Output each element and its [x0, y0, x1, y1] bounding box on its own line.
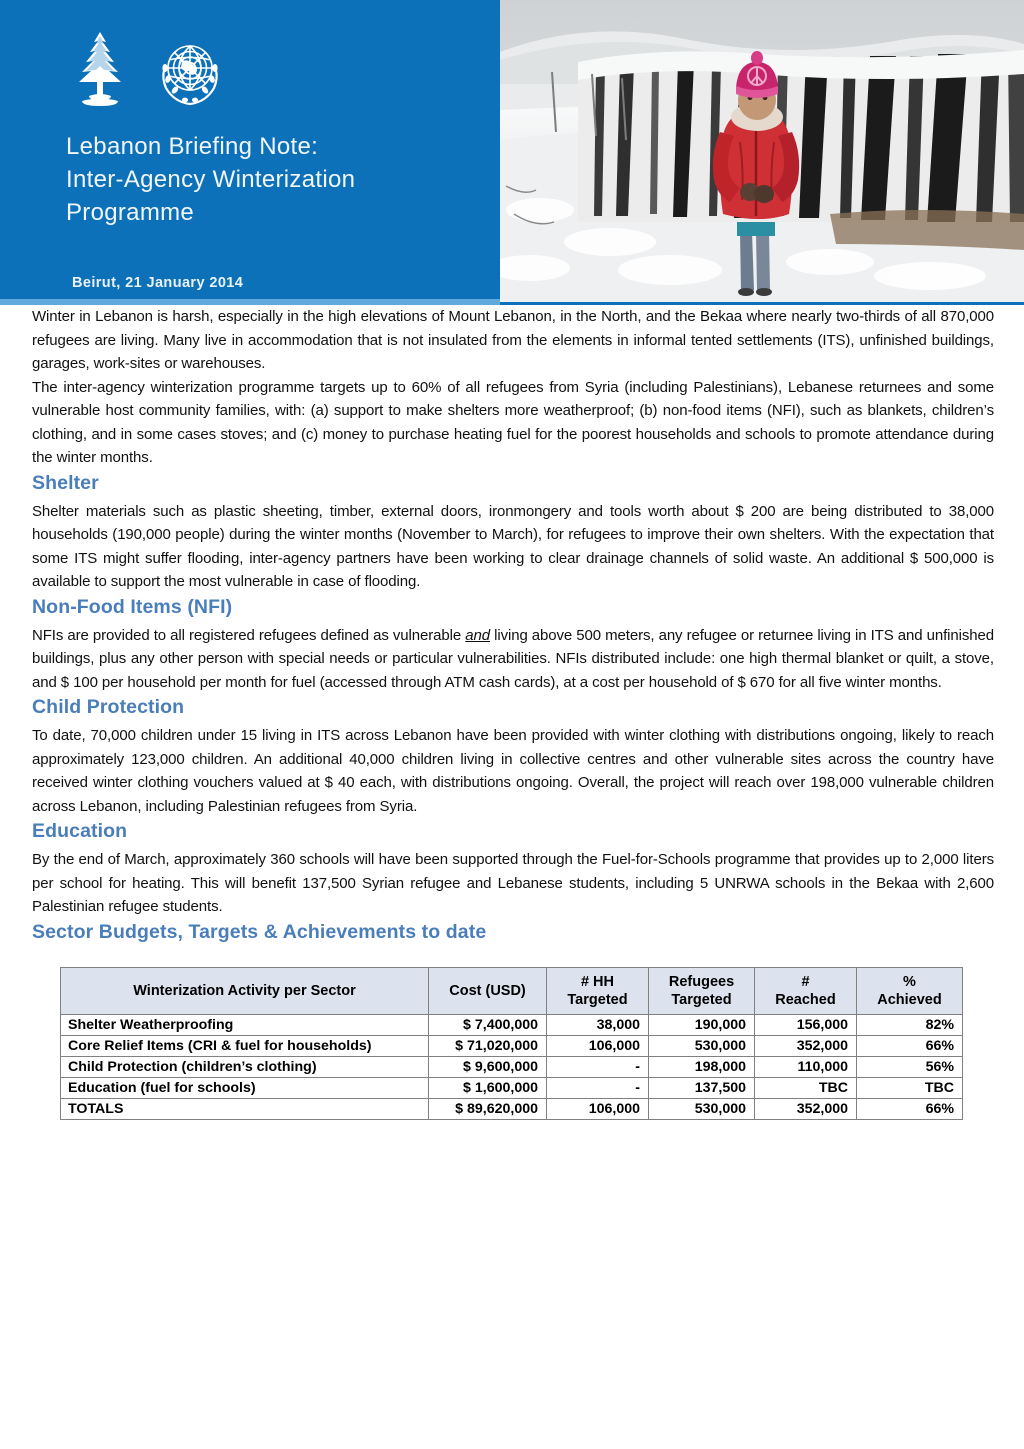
cell-cost: $ 9,600,000: [429, 1056, 547, 1077]
cell-totals-label: TOTALS: [61, 1098, 429, 1119]
section-heading-nfi: Non-Food Items (NFI): [32, 595, 233, 618]
table-body: [61, 1014, 963, 1119]
intro-paragraph-1: Winter in Lebanon is harsh, especially in the high elevations of Mount Lebanon, in the North, and the Bekaa where nearly two-thirds of all 870,000 refugees are living. Many live in accommodation that is not insulated from the elements in informal tented settlements (ITS), unfinished buildings, garages, work-sites or warehouses.: [32, 308, 994, 372]
header-accent-strip: [0, 299, 500, 305]
cell-totals-achieved: 66%: [857, 1098, 963, 1119]
cell-totals-refugees-targeted: 530,000: [649, 1098, 755, 1119]
cell-totals-cost: $ 89,620,000: [429, 1098, 547, 1119]
cell-totals-hh-targeted: 106,000: [547, 1098, 649, 1119]
cell-achieved: TBC: [857, 1077, 963, 1098]
cell-cost: $ 71,020,000: [429, 1035, 547, 1056]
section-body-child-protection: To date, 70,000 children under 15 living in ITS across Lebanon have been provided with winter clothing with distributions ongoing, likely to reach approximately 123,000 children. An additional 40,000 children living in collective centres and other vulnerable sites across the country have received winter clothing vouchers valued at $ 40 each, with distributions ongoing. Overall, the project will reach over 198,000 vulnerable children across Lebanon, including Palestinian refugees from Syria.: [32, 727, 994, 815]
table-header-activity-line1: Winterization Activity per Sector: [133, 982, 356, 999]
table-header-achieved-line2: Achieved: [877, 991, 942, 1008]
nfi-text-before: NFIs are provided to all registered refugees defined as vulnerable: [32, 626, 466, 644]
table-header-row: [61, 967, 963, 1014]
table-row: [61, 1035, 963, 1056]
table-header-achieved-line1: %: [903, 973, 916, 990]
table-header-achieved: [857, 967, 963, 1014]
section-heading-shelter: Shelter: [32, 471, 99, 494]
logo-group: [66, 30, 228, 110]
cell-achieved: 66%: [857, 1035, 963, 1056]
nfi-emphasis-word: and: [465, 626, 490, 644]
table-header-cost-line1: Cost (USD): [449, 982, 526, 999]
cell-activity: Shelter Weatherproofing: [61, 1014, 429, 1035]
table-header-reached-line1: #: [801, 973, 810, 990]
table-header-refugees-line2: Targeted: [671, 991, 732, 1008]
header-left-panel: [0, 0, 500, 305]
section-body-shelter: Shelter materials such as plastic sheeting, timber, external doors, ironmongery and tools worth about $ 200 are being distributed to 38,000 households (190,000 people) during the winter months (November to March), for refugees to improve their own shelters. With the expectation that some ITS might suffer flooding, inter-agency partners have been working to clear drainage channels of solid waste. An additional $ 500,000 is available to support the most vulnerable in case of flooding.: [32, 502, 994, 590]
nfi-text-after: living above 500 meters, any refugee or returnee living in ITS and unfinished buildings, plus any other person with special needs or particular vulnerabilities. NFIs distributed include: one high thermal blanket or quilt, a stove, and $ 100 per household per month for fuel (accessed through ATM cash cards), at a cost per household of $ 670 for all five winter months.: [32, 626, 995, 691]
cell-reached: 156,000: [755, 1014, 857, 1035]
table-header-row-group: [61, 967, 963, 1014]
document-header-banner: [0, 0, 1024, 305]
cell-cost: $ 7,400,000: [429, 1014, 547, 1035]
cell-reached: 352,000: [755, 1035, 857, 1056]
table-header-reached-line2: Reached: [775, 991, 836, 1008]
table-header-refugees-targeted: [649, 967, 755, 1014]
cell-reached: TBC: [755, 1077, 857, 1098]
document-body: [0, 305, 1024, 945]
cell-totals-reached: 352,000: [755, 1098, 857, 1119]
cell-achieved: 82%: [857, 1014, 963, 1035]
sector-budget-table: [60, 967, 963, 1120]
cell-activity: Core Relief Items (CRI & fuel for households): [61, 1035, 429, 1056]
sector-budget-table-container: [0, 967, 1024, 1120]
document-date: Beirut, 21 January 2014: [72, 275, 244, 291]
table-header-cost: [429, 967, 547, 1014]
section-heading-education: Education: [32, 820, 128, 842]
un-emblem-logo: [152, 34, 228, 110]
cell-hh-targeted: -: [547, 1077, 649, 1098]
cell-hh-targeted: 106,000: [547, 1035, 649, 1056]
cell-activity: Child Protection (children’s clothing): [61, 1056, 429, 1077]
table-row: [61, 1056, 963, 1077]
section-heading-sector-budgets: Sector Budgets, Targets & Achievements to date: [32, 920, 487, 943]
cell-refugees-targeted: 190,000: [649, 1014, 755, 1035]
cell-hh-targeted: 38,000: [547, 1014, 649, 1035]
intro-paragraph-2: The inter-agency winterization programme targets up to 60% of all refugees from Syria (including Palestinians), Lebanese returnees and some vulnerable host community families, with: (a) support to make shelters more weatherproof; (b) non-food items (NFI), such as blankets, children’s clothing, and in some cases stoves; and (c) money to purchase heating fuel for the poorest households and schools to promote attendance during the winter months.: [32, 378, 994, 466]
table-row: [61, 1014, 963, 1035]
cell-hh-targeted: -: [547, 1056, 649, 1077]
table-row: [61, 1077, 963, 1098]
table-header-activity: [61, 967, 429, 1014]
section-body-nfi: [32, 624, 994, 695]
header-photograph: [500, 0, 1024, 302]
lebanon-cedar-logo: [66, 30, 134, 110]
section-heading-child-protection: Child Protection: [32, 696, 185, 718]
document-title-line-3: Programme: [66, 199, 195, 226]
table-totals-row: [61, 1098, 963, 1119]
cell-cost: $ 1,600,000: [429, 1077, 547, 1098]
cell-refugees-targeted: 198,000: [649, 1056, 755, 1077]
cell-refugees-targeted: 530,000: [649, 1035, 755, 1056]
cell-activity: Education (fuel for schools): [61, 1077, 429, 1098]
cell-reached: 110,000: [755, 1056, 857, 1077]
document-title: [66, 130, 476, 229]
table-header-reached: [755, 967, 857, 1014]
cell-refugees-targeted: 137,500: [649, 1077, 755, 1098]
cell-achieved: 56%: [857, 1056, 963, 1077]
table-header-hh-line1: # HH: [580, 973, 615, 990]
table-header-refugees-line1: Refugees: [668, 973, 735, 990]
table-header-hh-targeted: [547, 967, 649, 1014]
table-header-hh-line2: Targeted: [567, 991, 628, 1008]
section-body-education: By the end of March, approximately 360 schools will have been supported through the Fuel-for-Schools programme that provides up to 2,000 liters per school for heating. This will benefit 137,500 Syrian refugee and Lebanese students, including 5 UNRWA schools in the Bekaa with 2,600 Palestinian refugee students.: [32, 851, 994, 915]
document-title-line-2: Inter-Agency Winterization: [66, 166, 356, 193]
document-title-line-1: Lebanon Briefing Note:: [66, 133, 319, 160]
